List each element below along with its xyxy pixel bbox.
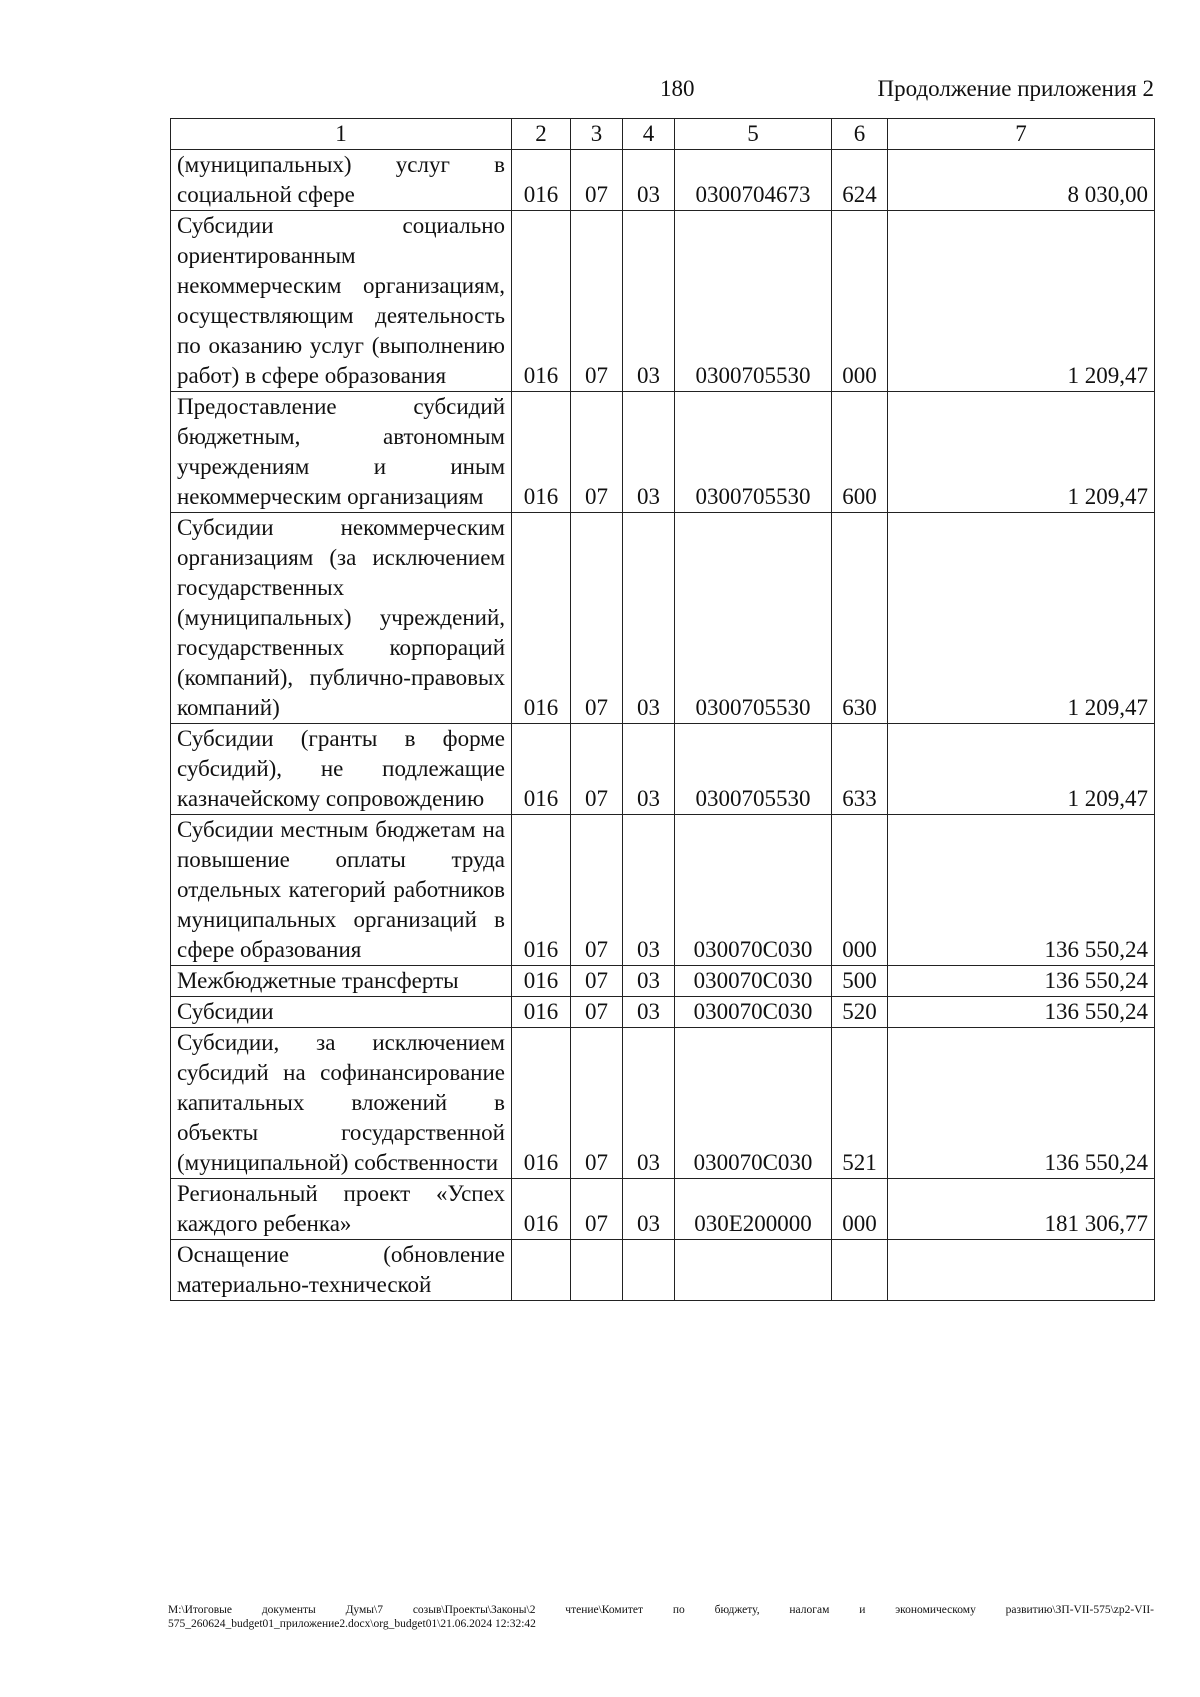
target-article-cell: 0300705530: [675, 724, 832, 815]
ministry-code-cell: 016: [512, 1028, 571, 1179]
ministry-code-cell: [512, 1240, 571, 1301]
section-code-cell: 07: [571, 513, 623, 724]
section-code-cell: 07: [571, 997, 623, 1028]
row-name-cell: Региональный проект «Успех каждого ребенка»: [171, 1179, 512, 1240]
budget-table: [170, 118, 1155, 1301]
table-row: [171, 1240, 1155, 1301]
row-name-cell: (муниципальных) услуг в социальной сфере: [171, 150, 512, 211]
subsection-code-cell: 03: [623, 1028, 675, 1179]
ministry-code-cell: 016: [512, 150, 571, 211]
target-article-cell: 030Е200000: [675, 1179, 832, 1240]
section-code-cell: 07: [571, 966, 623, 997]
page-number: 180: [660, 76, 695, 101]
table-row: [171, 997, 1155, 1028]
ministry-code-cell: 016: [512, 211, 571, 392]
expense-type-cell: 000: [832, 815, 888, 966]
subsection-code-cell: 03: [623, 724, 675, 815]
target-article-cell: 030070С030: [675, 966, 832, 997]
row-name-cell: Субсидии некоммерческим организациям (за исключением государственных (муниципальных) учреждений, государственных корпораций (компаний), публично-правовых компаний): [171, 513, 512, 724]
section-code-cell: 07: [571, 150, 623, 211]
target-article-cell: 0300705530: [675, 513, 832, 724]
table-row: [171, 150, 1155, 211]
ministry-code-cell: 016: [512, 997, 571, 1028]
amount-cell: 136 550,24: [888, 1028, 1155, 1179]
section-code-cell: [571, 1240, 623, 1301]
continuation-label: Продолжение приложения 2: [877, 76, 1154, 101]
document-path-footer: М:\Итоговые документы Думы\7 созыв\Проекты\Законы\2 чтение\Комитет по бюджету, налогам и экономическому развитию\ЗП-VII-575\zp2-VII-575_260624_budget01_приложение2.docx\org_budget01\21.06.2024 12:32:42: [168, 1604, 1154, 1630]
expense-type-cell: 000: [832, 211, 888, 392]
target-article-cell: 030070С030: [675, 997, 832, 1028]
column-header: 7: [888, 119, 1155, 150]
expense-type-cell: 000: [832, 1179, 888, 1240]
row-name-cell: Субсидии (гранты в форме субсидий), не подлежащие казначейскому сопровождению: [171, 724, 512, 815]
row-name-cell: Субсидии социально ориентированным некоммерческим организациям, осуществляющим деятельность по оказанию услуг (выполнению работ) в сфере образования: [171, 211, 512, 392]
table-row: [171, 815, 1155, 966]
section-code-cell: 07: [571, 211, 623, 392]
amount-cell: 1 209,47: [888, 513, 1155, 724]
row-name-cell: Субсидии: [171, 997, 512, 1028]
expense-type-cell: 633: [832, 724, 888, 815]
column-header: 2: [512, 119, 571, 150]
target-article-cell: [675, 1240, 832, 1301]
ministry-code-cell: 016: [512, 815, 571, 966]
target-article-cell: 0300705530: [675, 211, 832, 392]
table-row: [171, 1028, 1155, 1179]
ministry-code-cell: 016: [512, 392, 571, 513]
amount-cell: 181 306,77: [888, 1179, 1155, 1240]
subsection-code-cell: 03: [623, 150, 675, 211]
expense-type-cell: [832, 1240, 888, 1301]
table-row: [171, 211, 1155, 392]
target-article-cell: 030070С030: [675, 815, 832, 966]
target-article-cell: 0300705530: [675, 392, 832, 513]
column-header: 5: [675, 119, 832, 150]
row-name-cell: Субсидии, за исключением субсидий на софинансирование капитальных вложений в объекты государственной (муниципальной) собственности: [171, 1028, 512, 1179]
ministry-code-cell: 016: [512, 1179, 571, 1240]
amount-cell: [888, 1240, 1155, 1301]
row-name-cell: Межбюджетные трансферты: [171, 966, 512, 997]
row-name-cell: Оснащение (обновление материально-технической: [171, 1240, 512, 1301]
subsection-code-cell: 03: [623, 815, 675, 966]
column-header: 6: [832, 119, 888, 150]
target-article-cell: 030070С030: [675, 1028, 832, 1179]
subsection-code-cell: 03: [623, 1179, 675, 1240]
table-row: [171, 392, 1155, 513]
column-header: 1: [171, 119, 512, 150]
ministry-code-cell: 016: [512, 513, 571, 724]
amount-cell: 1 209,47: [888, 724, 1155, 815]
section-code-cell: 07: [571, 815, 623, 966]
subsection-code-cell: 03: [623, 211, 675, 392]
expense-type-cell: 630: [832, 513, 888, 724]
expense-type-cell: 600: [832, 392, 888, 513]
expense-type-cell: 500: [832, 966, 888, 997]
table-row: [171, 966, 1155, 997]
subsection-code-cell: 03: [623, 966, 675, 997]
subsection-code-cell: 03: [623, 392, 675, 513]
row-name-cell: Субсидии местным бюджетам на повышение оплаты труда отдельных категорий работников муниципальных организаций в сфере образования: [171, 815, 512, 966]
target-article-cell: 0300704673: [675, 150, 832, 211]
section-code-cell: 07: [571, 724, 623, 815]
column-header: 3: [571, 119, 623, 150]
amount-cell: 1 209,47: [888, 392, 1155, 513]
ministry-code-cell: 016: [512, 724, 571, 815]
table-row: [171, 1179, 1155, 1240]
expense-type-cell: 520: [832, 997, 888, 1028]
subsection-code-cell: 03: [623, 997, 675, 1028]
section-code-cell: 07: [571, 1028, 623, 1179]
ministry-code-cell: 016: [512, 966, 571, 997]
table-row: [171, 513, 1155, 724]
section-code-cell: 07: [571, 392, 623, 513]
amount-cell: 136 550,24: [888, 966, 1155, 997]
amount-cell: 136 550,24: [888, 997, 1155, 1028]
header-row: [171, 119, 1155, 150]
amount-cell: 1 209,47: [888, 211, 1155, 392]
column-header: 4: [623, 119, 675, 150]
subsection-code-cell: 03: [623, 513, 675, 724]
amount-cell: 136 550,24: [888, 815, 1155, 966]
subsection-code-cell: [623, 1240, 675, 1301]
row-name-cell: Предоставление субсидий бюджетным, автономным учреждениям и иным некоммерческим организациям: [171, 392, 512, 513]
section-code-cell: 07: [571, 1179, 623, 1240]
table-row: [171, 724, 1155, 815]
amount-cell: 8 030,00: [888, 150, 1155, 211]
expense-type-cell: 624: [832, 150, 888, 211]
expense-type-cell: 521: [832, 1028, 888, 1179]
